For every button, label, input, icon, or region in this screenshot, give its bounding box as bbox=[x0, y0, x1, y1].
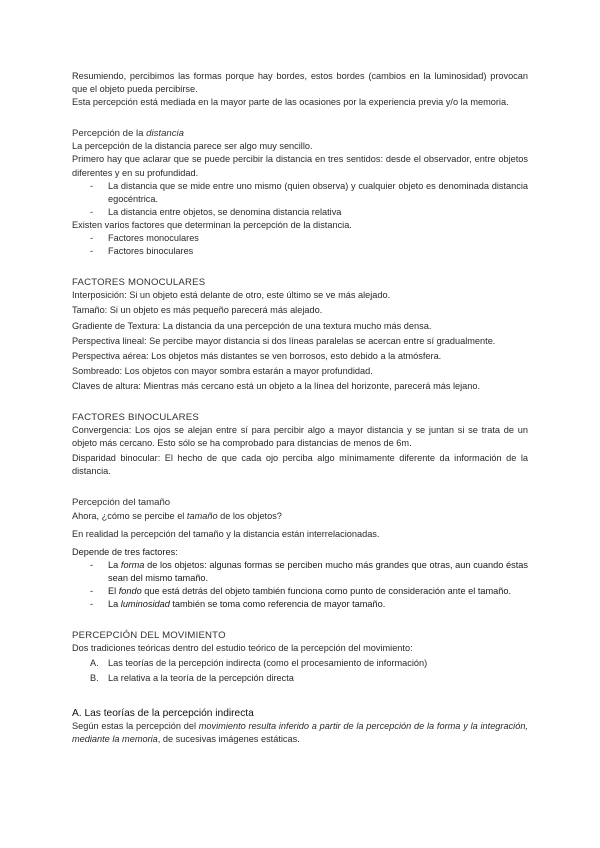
tamano-heading: Percepción del tamaño bbox=[72, 497, 171, 509]
tamano-p1-em: tamaño bbox=[186, 510, 218, 521]
factors-list bbox=[72, 232, 528, 258]
list-item: - Factores binoculares bbox=[72, 245, 528, 258]
distancia-heading-em: distancia bbox=[146, 128, 185, 140]
tamano-b3-b: también se toma como referencia de mayor tamaño. bbox=[169, 599, 386, 610]
tamano-paragraph-1 bbox=[72, 510, 528, 523]
distancia-heading bbox=[72, 127, 528, 140]
list-item: - La distancia entre objetos, se denomina distancia relativa bbox=[72, 206, 528, 219]
tamano-b3-em: luminosidad bbox=[120, 599, 170, 610]
movimiento-list bbox=[72, 657, 528, 685]
tamano-b2-b: que está detrás del objeto también funciona como punto de consideración ante el tamaño. bbox=[141, 586, 512, 596]
list-item bbox=[72, 657, 528, 670]
indirecta-heading: A. Las teorías de la percepción indirecta bbox=[72, 707, 254, 719]
tamano-p1-a: Ahora, ¿cómo se percibe el bbox=[72, 510, 187, 521]
distancia-paragraph-1: La percepción de la distancia parece ser algo muy sencillo. bbox=[72, 141, 313, 152]
tamano-b1-em: forma bbox=[120, 559, 145, 570]
tamano-bullet-list bbox=[72, 559, 528, 611]
tamano-paragraph-2: En realidad la percepción del tamaño y la distancia están interrelacionadas. bbox=[72, 528, 380, 539]
list-item bbox=[72, 672, 528, 685]
tamano-b1-a: La bbox=[108, 559, 121, 570]
list-item: - La distancia que se mide entre uno mismo (quien observa) y cualquier objeto es denominada distancia egocéntrica. bbox=[72, 180, 528, 206]
indirecta-p-a: Según estas la percepción del bbox=[72, 720, 199, 731]
list-item: Perspectiva aérea: Los objetos más distantes se ven borrosos, esto debido a la atmósfera. bbox=[72, 350, 442, 361]
list-item-text: Las teorías de la percepción indirecta (como el procesamiento de información) bbox=[108, 658, 428, 669]
indirecta-paragraph bbox=[72, 720, 528, 746]
tamano-b2-em: fondo bbox=[118, 586, 142, 596]
binoculares-heading: FACTORES BINOCULARES bbox=[72, 411, 199, 423]
list-item-text: La relativa a la teoría de la percepción directa bbox=[108, 673, 294, 684]
distancia-bullet-list bbox=[72, 180, 528, 219]
list-item: Disparidad binocular: El hecho de que cada ojo perciba algo mínimamente diferente da información de la distancia. bbox=[72, 453, 528, 477]
tamano-b2-a: El bbox=[108, 586, 119, 596]
document-page bbox=[72, 70, 528, 746]
list-item bbox=[72, 559, 528, 585]
distancia-paragraph-3: Existen varios factores que determinan la percepción de la distancia. bbox=[72, 219, 352, 230]
list-item: Interposición: Si un objeto está delante de otro, este último se ve más alejado. bbox=[72, 290, 391, 301]
list-item: Convergencia: Los ojos se alejan entre sí para percibir algo a mayor distancia y se juntan si se trata de un objeto más cercano. Esto sólo se ha comprobado para distancias de menos de 6m. bbox=[72, 425, 528, 449]
tamano-paragraph-3: Depende de tres factores: bbox=[72, 546, 178, 557]
indirecta-p-em: movimiento resulta inferido a partir de la percepción de la forma y la integración, mediante la memoria bbox=[72, 720, 528, 744]
movimiento-heading: PERCEPCIÓN DEL MOVIMIENTO bbox=[72, 630, 226, 642]
list-marker: A. bbox=[90, 658, 99, 669]
indirecta-p-b: , de sucesivas imágenes estáticas. bbox=[157, 733, 300, 744]
movimiento-paragraph-1: Dos tradiciones teóricas dentro del estudio teórico de la percepción del movimiento: bbox=[72, 643, 413, 654]
list-item bbox=[72, 598, 528, 611]
list-item: Claves de altura: Mientras más cercano está un objeto a la línea del horizonte, parecerá más lejano. bbox=[72, 380, 481, 391]
monoculares-list bbox=[72, 289, 528, 393]
distancia-heading-prefix: Percepción de la bbox=[72, 128, 147, 140]
distancia-paragraph-2: Primero hay que aclarar que se puede percibir la distancia en tres sentidos: desde el observador, entre objetos diferentes y en su profundidad. bbox=[72, 154, 528, 178]
intro-paragraph-2: Esta percepción está mediada en la mayor parte de las ocasiones por la experiencia previa y/o la memoria. bbox=[72, 97, 509, 108]
intro-paragraph-1: Resumiendo, percibimos las formas porque hay bordes, estos bordes (cambios en la luminosidad) provocan que el objeto pueda percibirse. bbox=[72, 71, 528, 95]
list-marker: B. bbox=[90, 673, 99, 684]
monoculares-heading: FACTORES MONOCULARES bbox=[72, 277, 206, 289]
list-item: - Factores monoculares bbox=[72, 232, 528, 245]
list-item: Tamaño: Si un objeto es más pequeño parecerá más alejado. bbox=[72, 305, 323, 316]
list-item bbox=[72, 585, 528, 598]
binoculares-list bbox=[72, 424, 528, 478]
list-item: Sombreado: Los objetos con mayor sombra estarán a mayor profundidad. bbox=[72, 365, 373, 376]
tamano-p1-b: de los objetos? bbox=[217, 510, 282, 521]
list-item: Perspectiva lineal: Se percibe mayor distancia si dos líneas paralelas se acercan entre sí gradualmente. bbox=[72, 335, 496, 346]
list-item: Gradiente de Textura: La distancia da una percepción de una textura mucho más densa. bbox=[72, 320, 432, 331]
tamano-b3-a: La bbox=[108, 599, 121, 610]
tamano-b1-b: de los objetos: algunas formas se perciben mucho más grandes que otras, aun cuando éstas sean del mismo tamaño. bbox=[108, 559, 528, 583]
